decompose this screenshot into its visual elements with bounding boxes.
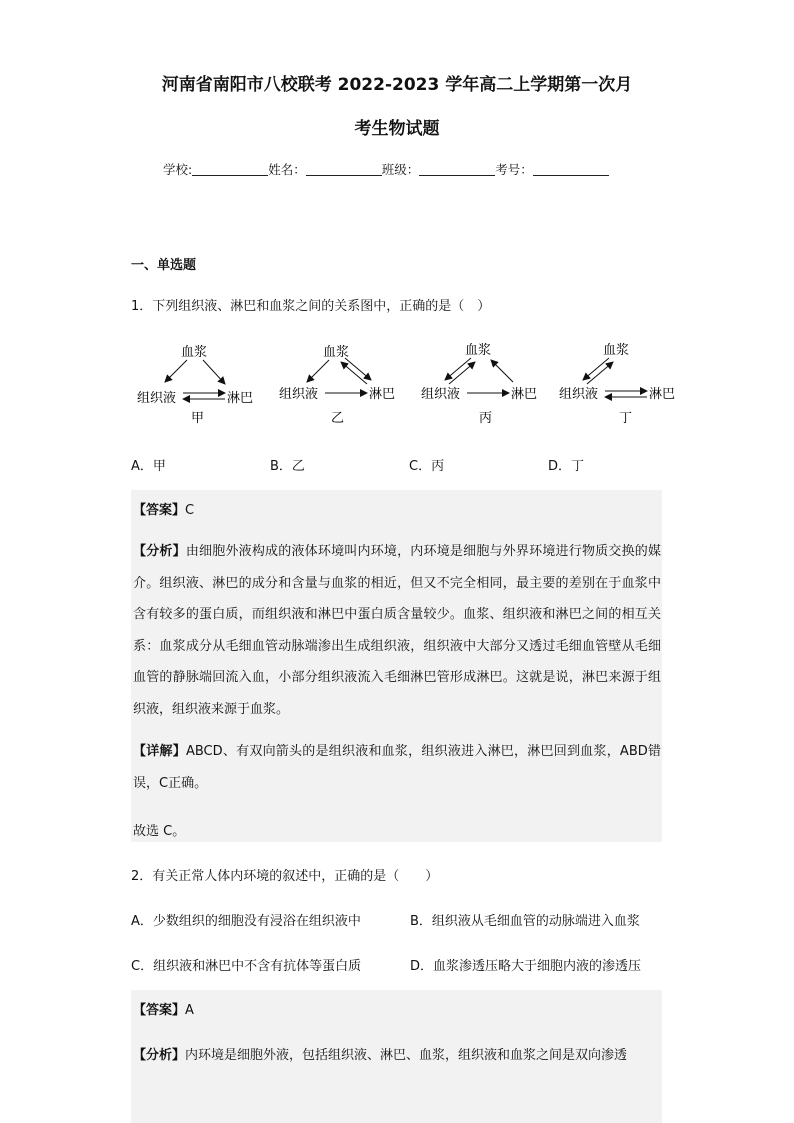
q2-option-c[interactable]: C．组织液和淋巴中不含有抗体等蛋白质 <box>131 959 362 974</box>
name-blank[interactable] <box>306 162 382 176</box>
jia-lymph: 淋巴 <box>227 391 254 406</box>
yi-label: 乙 <box>331 411 345 426</box>
q1-answer-value: C <box>185 503 195 518</box>
section-heading: 一、单选题 <box>131 258 197 273</box>
q1-option-b[interactable]: B．乙 <box>270 459 305 474</box>
q1-option-c[interactable]: C．丙 <box>409 459 445 474</box>
q1-detail-tag: 【详解】 <box>133 744 186 759</box>
q2-stem: 2．有关正常人体内环境的叙述中，正确的是（ ） <box>131 869 439 884</box>
q1-option-d[interactable]: D．丁 <box>548 459 585 474</box>
ding-lymph: 淋巴 <box>649 387 676 402</box>
q2-option-a[interactable]: A．少数组织的细胞没有浸浴在组织液中 <box>131 914 361 929</box>
name-label: 姓名： <box>268 162 306 177</box>
number-blank[interactable] <box>533 162 609 176</box>
q1-conclusion: 故选 C。 <box>133 824 186 839</box>
q2-analysis-tag: 【分析】 <box>133 1048 186 1063</box>
q1-stem: 1．下列组织液、淋巴和血浆之间的关系图中，正确的是（ ） <box>131 299 491 314</box>
school-blank[interactable] <box>192 162 268 176</box>
jia-plasma: 血浆 <box>181 345 208 360</box>
q2-answer-value: A <box>185 1003 194 1018</box>
q2-answer-tag: 【答案】 <box>133 1003 186 1018</box>
q2-analysis-text: 内环境是细胞外液，包括组织液、淋巴、血浆，组织液和血浆之间是双向渗透 <box>185 1048 628 1063</box>
student-info-row <box>163 160 609 178</box>
bing-tissue: 组织液 <box>421 387 461 402</box>
q2-analysis <box>133 1044 661 1063</box>
class-label: 班级： <box>381 162 420 177</box>
q1-analysis-text: 由细胞外液构成的液体环境叫内环境，内环境是细胞与外界环境进行物质交换的媒介。组织液、淋巴的成分和含量与血浆的相近，但又不完全相同，最主要的差别在于血浆中含有较多的蛋白质，而组织液和淋巴中蛋白质含量较少。血浆、组织液和淋巴之间的相互关系：血浆成分从毛细血管动脉端渗出生成组织液，组织液中大部分又透过毛细血管壁从毛细血管的静脉端回流入血，小部分组织液流入毛细淋巴管形成淋巴。这就是说，淋巴来源于组织液，组织液来源于血浆。 <box>133 544 661 717</box>
yi-lymph: 淋巴 <box>369 387 396 402</box>
diagram-bing <box>421 342 537 426</box>
ding-tissue: 组织液 <box>559 387 599 402</box>
bing-lymph: 淋巴 <box>511 387 538 402</box>
q1-detail <box>133 736 661 799</box>
q2-answer <box>133 999 194 1018</box>
yi-tissue: 组织液 <box>279 387 319 402</box>
jia-label: 甲 <box>191 411 205 426</box>
diagram-ding <box>559 342 675 426</box>
document-title-line2: 考生物试题 <box>354 119 440 139</box>
jia-tissue: 组织液 <box>137 391 177 406</box>
document-title-line1: 河南省南阳市八校联考 2022-2023 学年高二上学期第一次月 <box>161 75 633 95</box>
q1-answer <box>133 499 194 518</box>
q1-answer-tag: 【答案】 <box>133 503 186 518</box>
q1-option-a[interactable]: A．甲 <box>131 459 166 474</box>
diagram-jia <box>137 344 253 426</box>
ding-plasma: 血浆 <box>603 343 630 358</box>
class-blank[interactable] <box>419 162 495 176</box>
q2-option-d[interactable]: D．血浆渗透压略大于细胞内液的渗透压 <box>410 959 642 974</box>
diagram-yi <box>279 344 395 426</box>
yi-plasma: 血浆 <box>323 345 350 360</box>
q1-detail-text: ABCD、有双向箭头的是组织液和血浆，组织液进入淋巴，淋巴回到血浆，ABD错误，C正确。 <box>133 744 661 791</box>
number-label: 考号： <box>495 162 533 177</box>
q1-analysis <box>133 536 661 726</box>
ding-label: 丁 <box>619 411 633 426</box>
q1-analysis-tag: 【分析】 <box>133 544 186 559</box>
q2-option-b[interactable]: B．组织液从毛细血管的动脉端进入血浆 <box>410 914 640 929</box>
bing-label: 丙 <box>479 411 493 426</box>
relationship-diagram <box>131 336 691 428</box>
bing-plasma: 血浆 <box>465 343 492 358</box>
school-label: 学校: <box>163 162 193 177</box>
